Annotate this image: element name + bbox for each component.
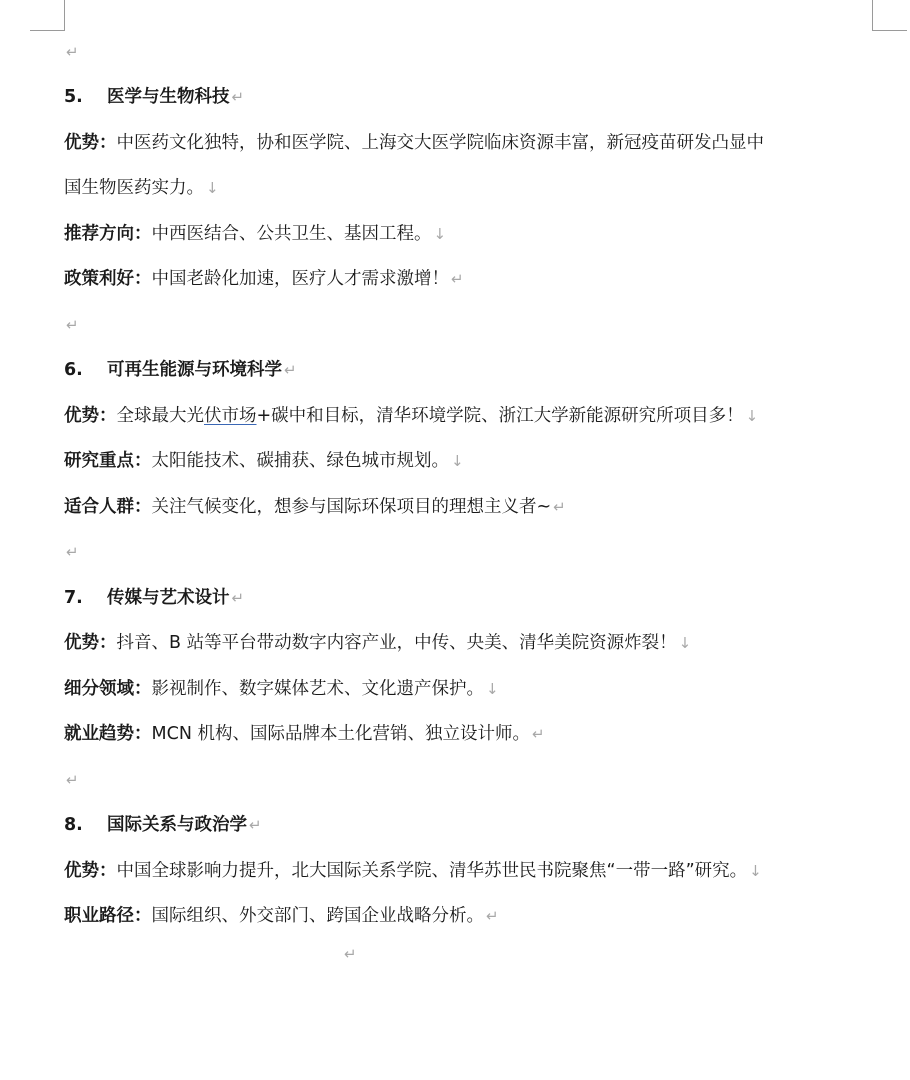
line-label: 适合人群： xyxy=(64,497,152,517)
line-break-mark: ↓ xyxy=(451,452,464,470)
paragraph-line[interactable] xyxy=(64,449,464,473)
line-label: 政策利好： xyxy=(64,269,152,289)
line-text: 中西医结合、公共卫生、基因工程。 xyxy=(151,224,432,244)
paragraph-mark: ↵ xyxy=(531,725,545,743)
paragraph-line[interactable] xyxy=(64,222,446,246)
line-break-mark: ↓ xyxy=(206,179,219,197)
section-title: 传媒与艺术设计 xyxy=(107,588,230,608)
section-heading[interactable]: 7. 传媒与艺术设计 ↵ xyxy=(64,588,245,608)
paragraph-mark: ↵ xyxy=(486,907,499,925)
empty-paragraph[interactable] xyxy=(64,540,79,564)
section-title: 可再生能源与环境科学 xyxy=(107,360,282,380)
line-text: 中国老龄化加速，医疗人才需求激增！ xyxy=(151,269,449,289)
line-text: 全球最大光 xyxy=(116,406,204,426)
line-text: 中医药文化独特，协和医学院、上海交大医学院临床资源丰富，新冠疫苗研发凸显中 xyxy=(116,133,764,153)
paragraph-line[interactable] xyxy=(64,859,762,883)
paragraph-line[interactable] xyxy=(64,267,464,291)
line-label: 就业趋势： xyxy=(64,724,152,744)
empty-paragraph[interactable] xyxy=(342,942,357,966)
line-text: 中国全球影响力提升，北大国际关系学院、清华苏世民书院聚焦“一带一路”研究。 xyxy=(116,861,748,881)
line-label: 优势： xyxy=(64,406,117,426)
empty-paragraph[interactable] xyxy=(64,313,79,337)
page-corner-mark-left xyxy=(30,0,65,31)
paragraph-mark: ↵ xyxy=(553,498,566,516)
paragraph-mark: ↵ xyxy=(284,361,297,379)
paragraph-mark: ↵ xyxy=(66,543,79,561)
paragraph-line[interactable] xyxy=(64,495,566,519)
paragraph-mark: ↵ xyxy=(231,88,245,106)
paragraph-line[interactable] xyxy=(64,131,764,155)
line-break-mark: ↓ xyxy=(486,680,499,698)
line-label: 推荐方向： xyxy=(64,224,152,244)
paragraph-line[interactable] xyxy=(64,176,219,200)
section-title: 国际关系与政治学 xyxy=(107,815,247,835)
line-text: 太阳能技术、碳捕获、绿色城市规划。 xyxy=(151,451,449,471)
line-text: +碳中和目标，清华环境学院、浙江大学新能源研究所项目多！ xyxy=(256,406,744,426)
paragraph-line[interactable] xyxy=(64,722,545,746)
paragraph-mark: ↵ xyxy=(66,316,79,334)
paragraph-line[interactable] xyxy=(64,631,691,655)
paragraph-mark: ↵ xyxy=(249,816,262,834)
line-label: 优势： xyxy=(64,633,117,653)
paragraph-line[interactable] xyxy=(64,677,499,701)
paragraph-mark: ↵ xyxy=(66,771,79,789)
section-heading[interactable]: 6. 可再生能源与环境科学 ↵ xyxy=(64,360,297,380)
paragraph-mark: ↵ xyxy=(344,945,357,963)
line-text: 国际组织、外交部门、跨国企业战略分析。 xyxy=(151,906,484,926)
line-label: 细分领域： xyxy=(64,679,152,699)
paragraph-line[interactable] xyxy=(64,904,499,928)
line-break-mark: ↓ xyxy=(433,225,447,243)
empty-paragraph[interactable] xyxy=(64,768,79,792)
line-text: 抖音、B 站等平台带动数字内容产业，中传、央美、清华美院资源炸裂！ xyxy=(116,633,677,653)
page-corner-mark-right xyxy=(872,0,907,31)
section-heading[interactable]: 8. 国际关系与政治学 ↵ xyxy=(64,815,262,835)
line-text: 影视制作、数字媒体艺术、文化遗产保护。 xyxy=(151,679,484,699)
paragraph-mark: ↵ xyxy=(231,589,245,607)
line-text: 国生物医药实力。 xyxy=(64,178,204,198)
line-label: 优势： xyxy=(64,861,117,881)
paragraph-line[interactable] xyxy=(64,404,758,428)
line-text: 关注气候变化，想参与国际环保项目的理想主义者~ xyxy=(151,497,552,517)
section-heading[interactable]: 5. 医学与生物科技 ↵ xyxy=(64,87,245,107)
line-break-mark: ↓ xyxy=(745,407,759,425)
line-break-mark: ↓ xyxy=(749,862,762,880)
section-title: 医学与生物科技 xyxy=(107,87,230,107)
line-text: MCN 机构、国际品牌本土化营销、独立设计师。 xyxy=(151,724,530,744)
line-label: 研究重点： xyxy=(64,451,152,471)
empty-paragraph[interactable] xyxy=(64,40,79,64)
line-break-mark: ↓ xyxy=(678,634,692,652)
line-label: 职业路径： xyxy=(64,906,152,926)
line-label: 优势： xyxy=(64,133,117,153)
spellcheck-underlined-text: 伏市场 xyxy=(204,406,257,426)
paragraph-mark: ↵ xyxy=(66,43,79,61)
paragraph-mark: ↵ xyxy=(451,270,464,288)
